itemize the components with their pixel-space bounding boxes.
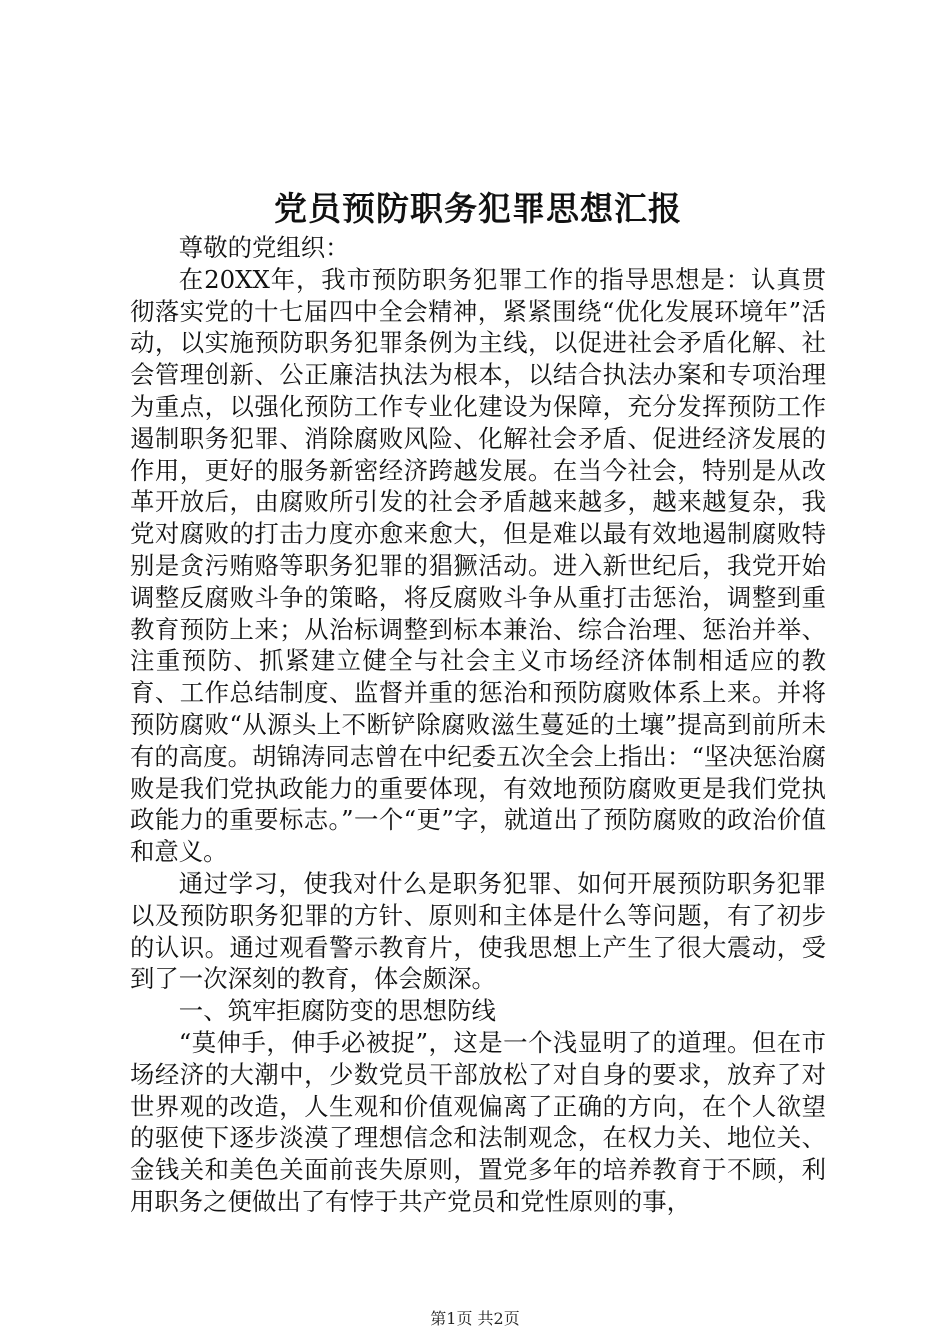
document-body (130, 232, 826, 1218)
document-title: 党员预防职务犯罪思想汇报 (274, 189, 682, 228)
body-paragraph: 在20XX年，我市预防职务犯罪工作的指导思想是：认真贯彻落实党的十七届四中全会精神，紧紧围绕“优化发展环境年”活动，以实施预防职务犯罪条例为主线，以促进社会矛盾化解、社会管理创新、公正廉洁执法为根本，以结合执法办案和专项治理为重点，以强化预防工作专业化建设为保障，充分发挥预防工作遏制职务犯罪、消除腐败风险、化解社会矛盾、促进经济发展的作用，更好的服务新密经济跨越发展。在当今社会，特别是从改革开放后，由腐败所引发的社会矛盾越来越多，越来越复杂，我党对腐败的打击力度亦愈来愈大，但是难以最有效地遏制腐败特别是贪污贿赂等职务犯罪的猖獗活动。进入新世纪后，我党开始调整反腐败斗争的策略，将反腐败斗争从重打击惩治，调整到重教育预防上来；从治标调整到标本兼治、综合治理、惩治并举、注重预防、抓紧建立健全与社会主义市场经济体制相适应的教育、工作总结制度、监督并重的惩治和预防腐败体系上来。并将预防腐败“从源头上不断铲除腐败滋生蔓延的土壤”提高到前所未有的高度。胡锦涛同志曾在中纪委五次全会上指出：“坚决惩治腐败是我们党执政能力的重要体现，有效地预防腐败更是我们党执政能力的重要标志。”一个“更”字，就道出了预防腐败的政治价值和意义。 (130, 264, 826, 867)
body-paragraph: 通过学习，使我对什么是职务犯罪、如何开展预防职务犯罪以及预防职务犯罪的方针、原则和主体是什么等问题，有了初步的认识。通过观看警示教育片，使我思想上产生了很大震动，受到了一次深刻的教育，体会颇深。 (130, 868, 826, 994)
page-footer: 第1页 共2页 (430, 1309, 520, 1328)
section-heading: 一、筑牢拒腐防变的思想防线 (178, 996, 496, 1026)
salutation: 尊敬的党组织： (178, 233, 350, 262)
body-paragraph: “莫伸手，伸手必被捉”，这是一个浅显明了的道理。但在市场经济的大潮中，少数党员干部放松了对自身的要求，放弃了对世界观的改造，人生观和价值观偏离了正确的方向，在个人欲望的驱使下逐步淡漠了理想信念和法制观念，在权力关、地位关、金钱关和美色关面前丧失原则，置党多年的培养教育于不顾，利用职务之便做出了有悖于共产党员和党性原则的事， (130, 1027, 826, 1216)
